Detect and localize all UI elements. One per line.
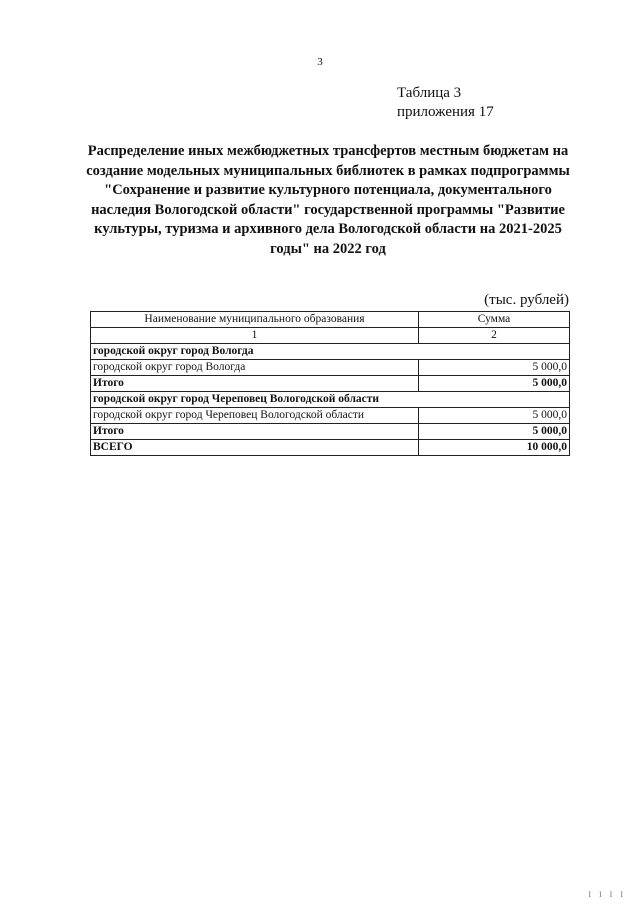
- region-row: [91, 344, 570, 360]
- municipality-cell: городской округ город Вологда: [91, 360, 419, 376]
- header-amount: Сумма: [419, 312, 570, 328]
- column-number-1: 1: [91, 328, 419, 344]
- subtotal-amount: 5 000,0: [419, 424, 570, 440]
- subtotal-amount: 5 000,0: [419, 376, 570, 392]
- region-heading: городской округ город Вологда: [91, 344, 570, 360]
- grand-total-row: [91, 440, 570, 456]
- column-number-2: 2: [419, 328, 570, 344]
- scan-footer-marks: I I I I: [588, 890, 626, 899]
- subtotal-label: Итого: [91, 424, 419, 440]
- caption-table-number: Таблица 3: [397, 85, 462, 101]
- caption-appendix: приложения 17: [397, 104, 494, 120]
- units-label: (тыс. рублей): [484, 292, 569, 308]
- subtotal-label: Итого: [91, 376, 419, 392]
- amount-cell: 5 000,0: [419, 360, 570, 376]
- table-row: [91, 360, 570, 376]
- column-number-row: [91, 328, 570, 344]
- table-caption: [397, 84, 494, 122]
- region-row: [91, 392, 570, 408]
- municipality-cell: городской округ город Череповец Вологодской области: [91, 408, 419, 424]
- grand-total-amount: 10 000,0: [419, 440, 570, 456]
- grand-total-label: ВСЕГО: [91, 440, 419, 456]
- subtotal-row: [91, 424, 570, 440]
- amount-cell: 5 000,0: [419, 408, 570, 424]
- document-heading: Распределение иных межбюджетных трансфертов местным бюджетам на создание модельных муниципальных библиотек в рамках подпрограммы "Сохранение и развитие культурного потенциала, документального наследия Вологодской области" государственной программы "Развитие культуры, туризма и архивного дела Вологодской области на 2021-2025 годы" на 2022 год: [86, 143, 570, 257]
- table-row: [91, 408, 570, 424]
- header-municipality: Наименование муниципального образования: [91, 312, 419, 328]
- table-header-row: [91, 312, 570, 328]
- distribution-table: [90, 311, 570, 456]
- subtotal-row: [91, 376, 570, 392]
- region-heading: городской округ город Череповец Вологодской области: [91, 392, 570, 408]
- page-number: 3: [317, 56, 323, 68]
